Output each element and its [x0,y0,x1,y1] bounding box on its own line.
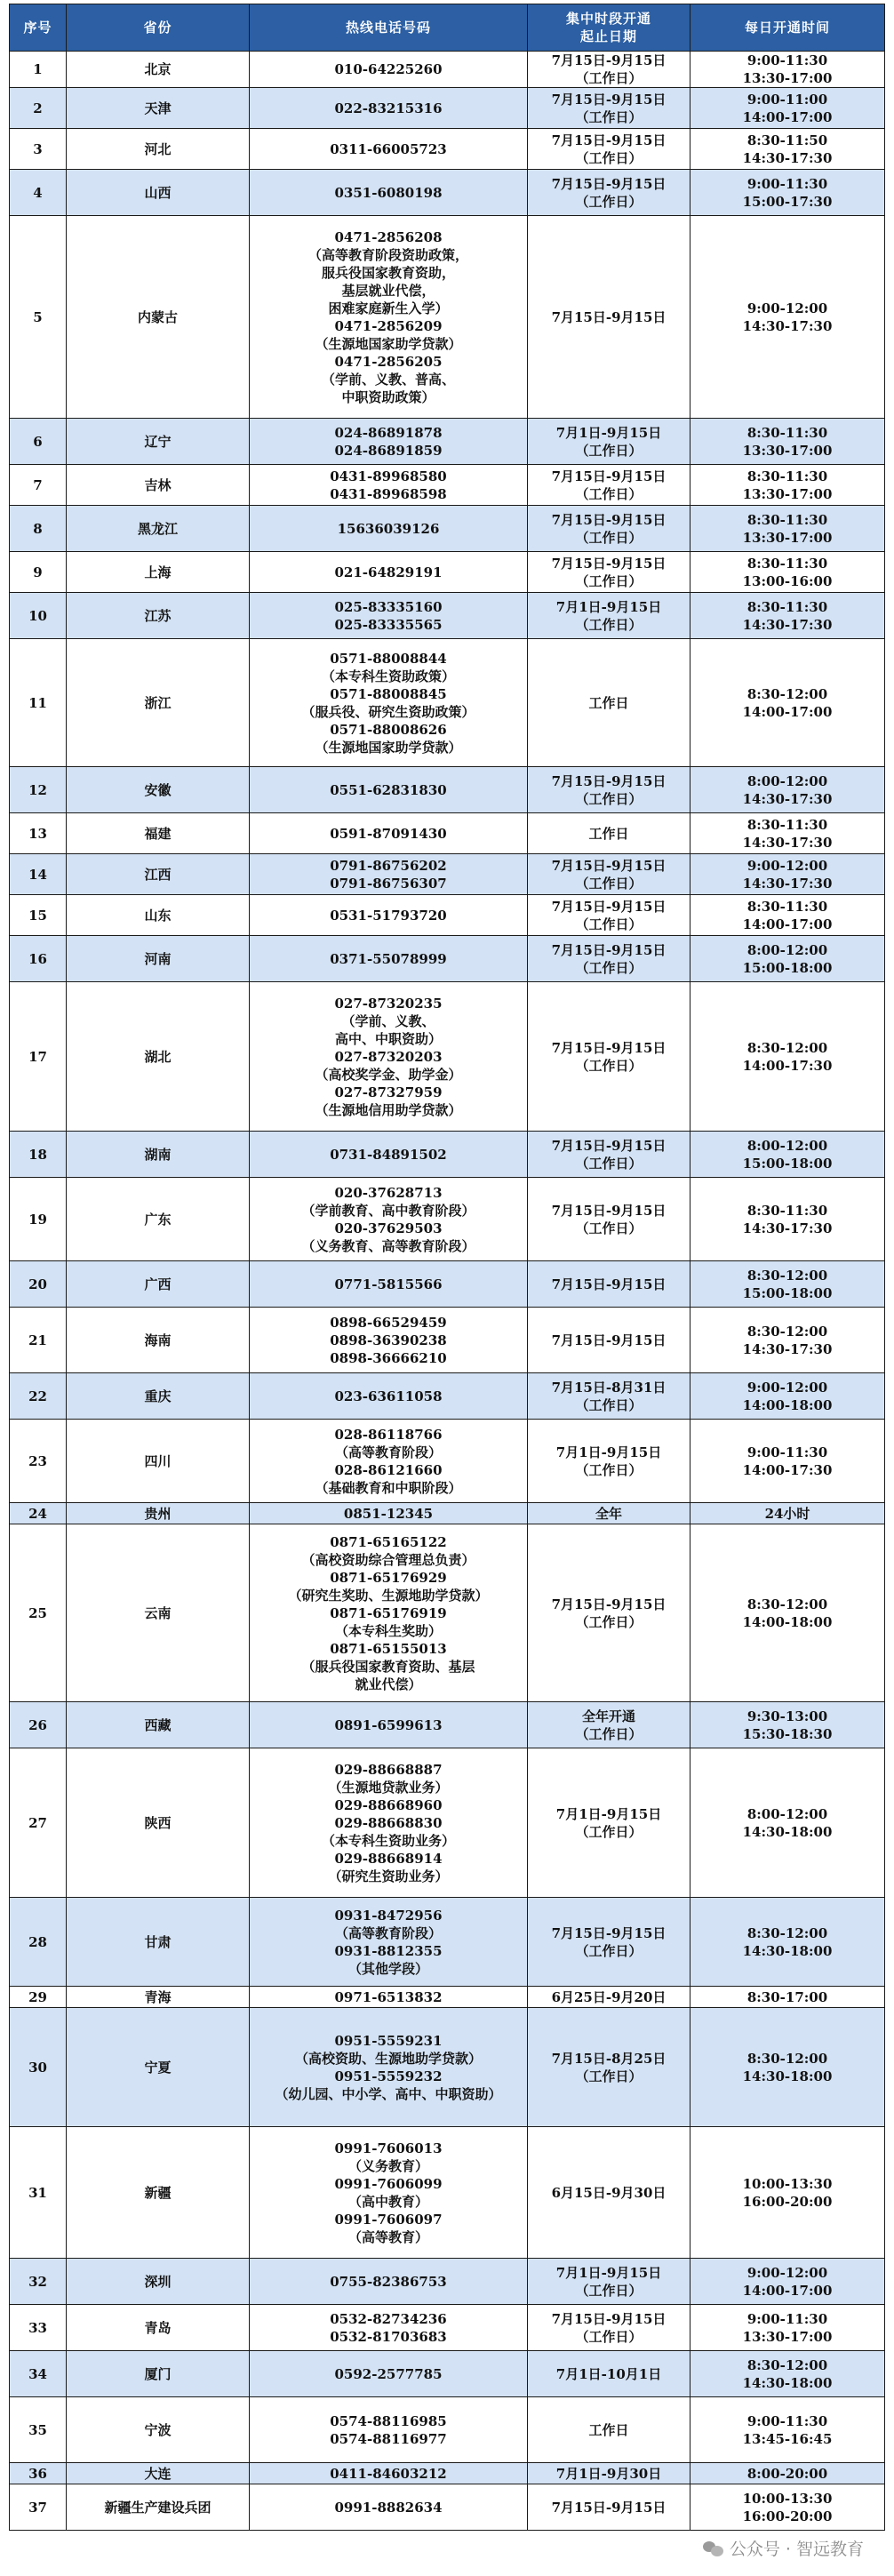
table-row [10,2008,885,2127]
row-hours: 8:30-12:00 14:30-17:30 [690,1308,885,1373]
row-phone: 0411-84603212 [250,2463,528,2484]
table-row [10,552,885,593]
table-row [10,1987,885,2008]
row-number: 28 [10,1898,67,1987]
row-phone: 0898-66529459 0898-36390238 0898-36666210 [250,1308,528,1373]
row-phone: 0971-6513832 [250,1987,528,2008]
row-province: 西藏 [67,1702,250,1748]
row-province: 江西 [67,854,250,895]
row-phone: 022-83215316 [250,88,528,129]
row-hours: 24小时 [690,1503,885,1524]
table-row [10,1178,885,1261]
row-phone: 024-86891878 024-86891859 [250,419,528,465]
row-number: 33 [10,2305,67,2351]
row-number: 14 [10,854,67,895]
row-period: 7月15日-9月15日 （工作日） [528,895,690,936]
row-period: 6月15日-9月30日 [528,2127,690,2259]
row-number: 5 [10,216,67,419]
row-number: 25 [10,1524,67,1702]
row-phone: 0991-8882634 [250,2484,528,2531]
table-row [10,170,885,216]
table-body [10,52,885,2531]
hotline-table [9,4,885,2531]
row-number: 13 [10,813,67,854]
table-row [10,52,885,88]
row-period: 7月15日-9月15日 （工作日） [528,936,690,982]
row-number: 18 [10,1132,67,1178]
wechat-icon [703,2540,724,2557]
table-header-row [10,4,885,52]
row-phone: 010-64225260 [250,52,528,88]
row-phone: 0731-84891502 [250,1132,528,1178]
row-hours: 9:00-12:00 14:00-17:00 [690,2259,885,2305]
row-province: 大连 [67,2463,250,2484]
table-row [10,936,885,982]
watermark [698,2534,869,2562]
row-province: 辽宁 [67,419,250,465]
table-row [10,1898,885,1987]
row-number: 6 [10,419,67,465]
row-number: 9 [10,552,67,593]
row-number: 19 [10,1178,67,1261]
row-hours: 8:30-11:30 13:30-17:00 [690,419,885,465]
table-row [10,2397,885,2463]
row-number: 16 [10,936,67,982]
row-phone: 0532-82734236 0532-81703683 [250,2305,528,2351]
row-number: 3 [10,129,67,170]
row-number: 1 [10,52,67,88]
row-hours: 8:30-12:00 14:00-17:30 [690,982,885,1132]
row-number: 8 [10,506,67,552]
row-hours: 8:30-12:00 14:30-18:00 [690,1898,885,1987]
row-period: 7月1日-9月15日 （工作日） [528,1420,690,1503]
row-number: 12 [10,767,67,813]
row-province: 黑龙江 [67,506,250,552]
row-hours: 8:00-12:00 15:00-18:00 [690,1132,885,1178]
row-period: 7月15日-8月25日 （工作日） [528,2008,690,2127]
row-province: 青岛 [67,2305,250,2351]
table-row [10,2305,885,2351]
table-row [10,88,885,129]
row-number: 31 [10,2127,67,2259]
header-province: 省份 [67,4,250,52]
row-phone: 0991-7606013 （义务教育） 0991-7606099 （高中教育） 0991-7606097 （高等教育） [250,2127,528,2259]
row-number: 2 [10,88,67,129]
row-province: 深圳 [67,2259,250,2305]
row-phone: 0755-82386753 [250,2259,528,2305]
row-phone: 0791-86756202 0791-86756307 [250,854,528,895]
row-hours: 8:30-11:30 14:30-17:30 [690,1178,885,1261]
row-number: 36 [10,2463,67,2484]
row-period: 7月15日-9月15日 （工作日） [528,552,690,593]
row-phone: 0591-87091430 [250,813,528,854]
row-province: 内蒙古 [67,216,250,419]
row-province: 吉林 [67,465,250,506]
row-hours: 8:30-12:00 14:00-17:00 [690,639,885,767]
row-period: 7月15日-8月31日 （工作日） [528,1373,690,1420]
row-number: 24 [10,1503,67,1524]
row-number: 30 [10,2008,67,2127]
row-phone: 0371-55078999 [250,936,528,982]
row-period: 7月15日-9月15日 （工作日） [528,52,690,88]
table-row [10,2351,885,2397]
row-period: 7月15日-9月15日 （工作日） [528,1898,690,1987]
row-number: 17 [10,982,67,1132]
row-hours: 9:00-11:00 14:00-17:00 [690,88,885,129]
row-hours: 8:30-11:30 14:00-17:00 [690,895,885,936]
table-row [10,1308,885,1373]
row-province: 甘肃 [67,1898,250,1987]
row-province: 新疆生产建设兵团 [67,2484,250,2531]
row-hours: 9:00-11:30 13:30-17:00 [690,52,885,88]
row-period: 6月25日-9月20日 [528,1987,690,2008]
row-number: 10 [10,593,67,639]
row-hours: 10:00-13:30 16:00-20:00 [690,2127,885,2259]
header-no: 序号 [10,4,67,52]
row-period: 7月15日-9月15日 （工作日） [528,982,690,1132]
row-period: 7月1日-9月15日 （工作日） [528,593,690,639]
row-phone: 15636039126 [250,506,528,552]
row-number: 37 [10,2484,67,2531]
row-period: 7月15日-9月15日 （工作日） [528,170,690,216]
row-number: 35 [10,2397,67,2463]
row-hours: 9:00-12:00 14:30-17:30 [690,854,885,895]
row-province: 山西 [67,170,250,216]
row-phone: 0574-88116985 0574-88116977 [250,2397,528,2463]
row-phone: 020-37628713 （学前教育、高中教育阶段） 020-37629503 （义务教育、高等教育阶段） [250,1178,528,1261]
row-hours: 9:00-11:30 13:30-17:00 [690,2305,885,2351]
row-province: 浙江 [67,639,250,767]
row-phone: 028-86118766 （高等教育阶段） 028-86121660 （基础教育和中职阶段） [250,1420,528,1503]
row-hours: 8:30-12:00 15:00-18:00 [690,1261,885,1308]
row-hours: 8:00-20:00 [690,2463,885,2484]
header-hours: 每日开通时间 [690,4,885,52]
table-row [10,639,885,767]
row-number: 20 [10,1261,67,1308]
row-hours: 8:30-12:00 14:30-18:00 [690,2008,885,2127]
row-phone: 0431-89968580 0431-89968598 [250,465,528,506]
row-hours: 9:00-12:00 14:30-17:30 [690,216,885,419]
table-row [10,1373,885,1420]
row-phone: 0531-51793720 [250,895,528,936]
row-period: 7月1日-9月15日 （工作日） [528,1748,690,1898]
row-number: 32 [10,2259,67,2305]
row-phone: 021-64829191 [250,552,528,593]
row-phone: 0951-5559231 （高校资助、生源地助学贷款） 0951-5559232 （幼儿园、中小学、高中、中职资助） [250,2008,528,2127]
row-period: 全年 [528,1503,690,1524]
row-hours: 8:30-11:50 14:30-17:30 [690,129,885,170]
row-period: 7月1日-9月30日 [528,2463,690,2484]
row-period: 7月15日-9月15日 （工作日） [528,465,690,506]
row-period: 7月15日-9月15日 （工作日） [528,1524,690,1702]
row-number: 23 [10,1420,67,1503]
row-province: 广东 [67,1178,250,1261]
row-phone: 029-88668887 （生源地贷款业务） 029-88668960 029-88668830 （本专科生资助业务） 029-88668914 （研究生资助业务） [250,1748,528,1898]
row-period: 7月1日-9月15日 （工作日） [528,2259,690,2305]
row-hours: 8:00-12:00 14:30-18:00 [690,1748,885,1898]
row-hours: 9:00-11:30 13:45-16:45 [690,2397,885,2463]
row-phone: 027-87320235 （学前、义教、 高中、中职资助） 027-87320203 （高校奖学金、助学金） 027-87327959 （生源地信用助学贷款） [250,982,528,1132]
row-province: 广西 [67,1261,250,1308]
row-number: 21 [10,1308,67,1373]
row-hours: 9:00-12:00 14:00-18:00 [690,1373,885,1420]
table-row [10,854,885,895]
row-hours: 9:00-11:30 14:00-17:30 [690,1420,885,1503]
row-province: 宁夏 [67,2008,250,2127]
row-number: 22 [10,1373,67,1420]
row-hours: 8:30-12:00 14:30-18:00 [690,2351,885,2397]
row-hours: 8:30-12:00 14:00-18:00 [690,1524,885,1702]
table-row [10,506,885,552]
row-phone: 0471-2856208 （高等教育阶段资助政策， 服兵役国家教育资助， 基层就业代偿， 困难家庭新生入学） 0471-2856209 （生源地国家助学贷款） 0471-2856205 （学前、义教、普高、 中职资助政策） [250,216,528,419]
row-number: 11 [10,639,67,767]
table-row [10,1503,885,1524]
row-phone: 0311-66005723 [250,129,528,170]
row-period: 7月15日-9月15日 （工作日） [528,854,690,895]
table-row [10,1261,885,1308]
row-province: 青海 [67,1987,250,2008]
table-row [10,813,885,854]
row-period: 7月15日-9月15日 （工作日） [528,88,690,129]
row-phone: 0771-5815566 [250,1261,528,1308]
table-row [10,2259,885,2305]
header-phone: 热线电话号码 [250,4,528,52]
row-phone: 0571-88008844 （本专科生资助政策） 0571-88008845 （服兵役、研究生资助政策） 0571-88008626 （生源地国家助学贷款） [250,639,528,767]
row-province: 河北 [67,129,250,170]
table-row [10,2127,885,2259]
row-hours: 8:00-12:00 14:30-17:30 [690,767,885,813]
row-number: 26 [10,1702,67,1748]
row-period: 工作日 [528,639,690,767]
row-province: 福建 [67,813,250,854]
table-row [10,465,885,506]
row-phone: 0551-62831830 [250,767,528,813]
row-period: 7月15日-9月15日 [528,2484,690,2531]
row-phone: 0891-6599613 [250,1702,528,1748]
row-number: 4 [10,170,67,216]
row-period: 7月15日-9月15日 （工作日） [528,129,690,170]
table-row [10,1132,885,1178]
row-province: 海南 [67,1308,250,1373]
row-province: 河南 [67,936,250,982]
row-hours: 8:30-11:30 14:30-17:30 [690,593,885,639]
row-phone: 023-63611058 [250,1373,528,1420]
table-row [10,129,885,170]
row-hours: 9:00-11:30 15:00-17:30 [690,170,885,216]
row-hours: 8:30-17:00 [690,1987,885,2008]
row-hours: 8:30-11:30 13:30-17:00 [690,506,885,552]
row-phone: 0351-6080198 [250,170,528,216]
table-row [10,1748,885,1898]
row-period: 7月15日-9月15日 （工作日） [528,2305,690,2351]
row-number: 29 [10,1987,67,2008]
row-period: 7月15日-9月15日 （工作日） [528,1178,690,1261]
table-row [10,895,885,936]
row-province: 重庆 [67,1373,250,1420]
row-number: 34 [10,2351,67,2397]
table-row [10,216,885,419]
row-province: 四川 [67,1420,250,1503]
row-period: 7月15日-9月15日 [528,216,690,419]
row-province: 云南 [67,1524,250,1702]
row-hours: 8:30-11:30 14:30-17:30 [690,813,885,854]
row-hours: 8:30-11:30 13:30-17:00 [690,465,885,506]
row-period: 7月1日-10月1日 [528,2351,690,2397]
row-period: 7月1日-9月15日 （工作日） [528,419,690,465]
row-province: 宁波 [67,2397,250,2463]
row-period: 7月15日-9月15日 （工作日） [528,767,690,813]
row-phone: 0931-8472956 （高等教育阶段） 0931-8812355 （其他学段） [250,1898,528,1987]
row-province: 天津 [67,88,250,129]
header-period: 集中时段开通 起止日期 [528,4,690,52]
row-province: 山东 [67,895,250,936]
row-province: 陕西 [67,1748,250,1898]
row-period: 7月15日-9月15日 （工作日） [528,506,690,552]
row-hours: 8:00-12:00 15:00-18:00 [690,936,885,982]
row-province: 安徽 [67,767,250,813]
table-row [10,419,885,465]
watermark-text: 公众号 · 智远教育 [729,2540,864,2559]
table-row [10,982,885,1132]
row-number: 15 [10,895,67,936]
row-province: 北京 [67,52,250,88]
row-phone: 0871-65165122 （高校资助综合管理总负责） 0871-65176929 （研究生奖助、生源地助学贷款） 0871-65176919 （本专科生奖助） 0871-65155013 （服兵役国家教育资助、基层 就业代偿） [250,1524,528,1702]
row-hours: 9:30-13:00 15:30-18:30 [690,1702,885,1748]
row-province: 湖北 [67,982,250,1132]
table-row [10,1702,885,1748]
row-hours: 10:00-13:30 16:00-20:00 [690,2484,885,2531]
row-phone: 025-83335160 025-83335565 [250,593,528,639]
row-province: 上海 [67,552,250,593]
row-phone: 0592-2577785 [250,2351,528,2397]
row-phone: 0851-12345 [250,1503,528,1524]
row-province: 厦门 [67,2351,250,2397]
row-number: 7 [10,465,67,506]
table-row [10,767,885,813]
table-row [10,1524,885,1702]
row-period: 7月15日-9月15日 [528,1308,690,1373]
row-province: 新疆 [67,2127,250,2259]
table-row [10,593,885,639]
row-period: 7月15日-9月15日 [528,1261,690,1308]
table-row [10,1420,885,1503]
row-period: 全年开通 （工作日） [528,1702,690,1748]
table-row [10,2484,885,2531]
row-period: 工作日 [528,813,690,854]
table-row [10,2463,885,2484]
row-province: 江苏 [67,593,250,639]
row-province: 湖南 [67,1132,250,1178]
row-period: 工作日 [528,2397,690,2463]
row-province: 贵州 [67,1503,250,1524]
row-number: 27 [10,1748,67,1898]
row-hours: 8:30-11:30 13:00-16:00 [690,552,885,593]
row-period: 7月15日-9月15日 （工作日） [528,1132,690,1178]
